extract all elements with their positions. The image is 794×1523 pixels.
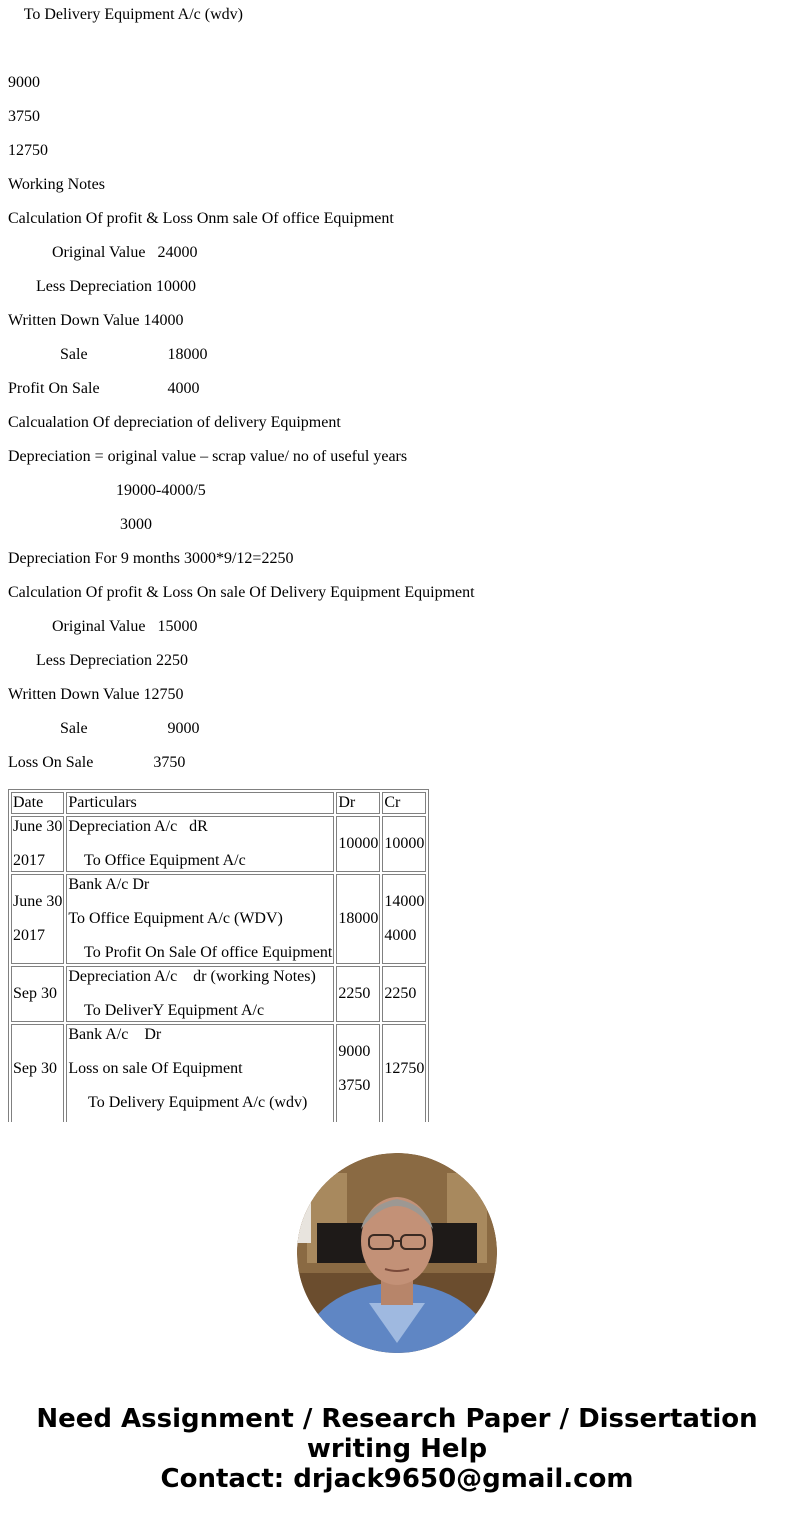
cr-cell <box>382 816 426 872</box>
doc-line: Loss On Sale 3750 <box>8 754 186 771</box>
dr-cell <box>336 966 380 1022</box>
date-cell <box>11 816 64 872</box>
cell-line: 10000 <box>338 835 379 852</box>
header-particulars: Particulars <box>66 792 334 814</box>
doc-line: 3000 <box>8 516 152 533</box>
doc-line: Depreciation For 9 months 3000*9/12=2250 <box>8 550 294 567</box>
cell-line: 14000 <box>384 893 425 910</box>
cell-line: Bank A/c Dr <box>68 1026 162 1043</box>
doc-line: To Delivery Equipment A/c (wdv) <box>8 6 243 23</box>
footer-line-2: writing Help <box>306 1434 488 1464</box>
particulars-cell <box>66 966 334 1022</box>
cell-line: To Delivery Equipment A/c (wdv) <box>68 1094 308 1111</box>
doc-line: Depreciation = original value – scrap value/ no of useful years <box>8 448 408 465</box>
header-date: Date <box>11 792 64 814</box>
doc-line: Calcualation Of depreciation of delivery Equipment <box>8 414 341 431</box>
cell-line: 2017 <box>13 927 45 944</box>
cr-cell <box>382 966 426 1022</box>
cell-line: 18000 <box>338 910 379 927</box>
cell-line: Depreciation A/c dr (working Notes) <box>68 968 316 985</box>
date-cell <box>11 1024 64 1122</box>
cell-line: 10000 <box>384 835 425 852</box>
cr-cell <box>382 1024 426 1122</box>
cell-line: Depreciation A/c dR <box>68 818 208 835</box>
cell-line: 2250 <box>384 985 417 1002</box>
doc-line: Profit On Sale 4000 <box>8 380 200 397</box>
doc-line: Less Depreciation 10000 <box>8 278 196 295</box>
doc-line: 3750 <box>8 108 40 125</box>
avatar <box>297 1153 497 1353</box>
footer-banner <box>0 1404 794 1494</box>
cell-line: June 30 <box>13 818 63 835</box>
date-cell <box>11 966 64 1022</box>
cell-line: Sep 30 <box>13 985 57 1002</box>
dr-cell <box>336 1024 380 1122</box>
cell-line: To Profit On Sale Of office Equipment <box>68 944 333 961</box>
particulars-cell <box>66 816 334 872</box>
doc-line: Written Down Value 12750 <box>8 686 184 703</box>
doc-line: 9000 <box>8 74 40 91</box>
dr-cell <box>336 816 380 872</box>
cr-cell <box>382 874 426 964</box>
doc-line: Original Value 15000 <box>8 618 198 635</box>
doc-line: Sale 9000 <box>8 720 200 737</box>
table-row <box>11 816 426 872</box>
cell-line: June 30 <box>13 893 63 910</box>
doc-line: 12750 <box>8 142 48 159</box>
doc-line: Calculation Of profit & Loss Onm sale Of office Equipment <box>8 210 394 227</box>
section-heading-working-notes: Working Notes <box>8 176 105 193</box>
cell-line: Sep 30 <box>13 1060 57 1077</box>
table-row <box>11 1024 426 1122</box>
date-cell <box>11 874 64 964</box>
table-header-row <box>11 792 426 814</box>
journal-table <box>8 789 429 1122</box>
header-cr: Cr <box>382 792 426 814</box>
doc-line: Less Depreciation 2250 <box>8 652 188 669</box>
cell-line: 9000 <box>338 1043 371 1060</box>
cell-line: To Office Equipment A/c <box>68 852 246 869</box>
footer-line-1: Need Assignment / Research Paper / Dissertation <box>36 1404 758 1434</box>
cell-line: To DeliverY Equipment A/c <box>68 1002 265 1019</box>
doc-line: Sale 18000 <box>8 346 208 363</box>
particulars-cell <box>66 1024 334 1122</box>
cell-line: 12750 <box>384 1060 425 1077</box>
footer-contact[interactable]: Contact: drjack9650@gmail.com <box>160 1464 634 1494</box>
header-dr: Dr <box>336 792 380 814</box>
doc-line: 19000-4000/5 <box>8 482 206 499</box>
doc-line: Calculation Of profit & Loss On sale Of Delivery Equipment Equipment <box>8 584 475 601</box>
table-row <box>11 874 426 964</box>
journal-table-viewport <box>0 786 794 1122</box>
cell-line: 3750 <box>338 1077 371 1094</box>
dr-cell <box>336 874 380 964</box>
particulars-cell <box>66 874 334 964</box>
cell-line: To Office Equipment A/c (WDV) <box>68 910 283 927</box>
doc-line: Written Down Value 14000 <box>8 312 184 329</box>
doc-line: Original Value 24000 <box>8 244 198 261</box>
cell-line: Bank A/c Dr <box>68 876 150 893</box>
cell-line: 2017 <box>13 852 45 869</box>
cell-line: Loss on sale Of Equipment <box>68 1060 243 1077</box>
avatar-portrait <box>297 1153 497 1353</box>
table-row <box>11 966 426 1022</box>
cell-line: 2250 <box>338 985 371 1002</box>
cell-line: 4000 <box>384 927 417 944</box>
